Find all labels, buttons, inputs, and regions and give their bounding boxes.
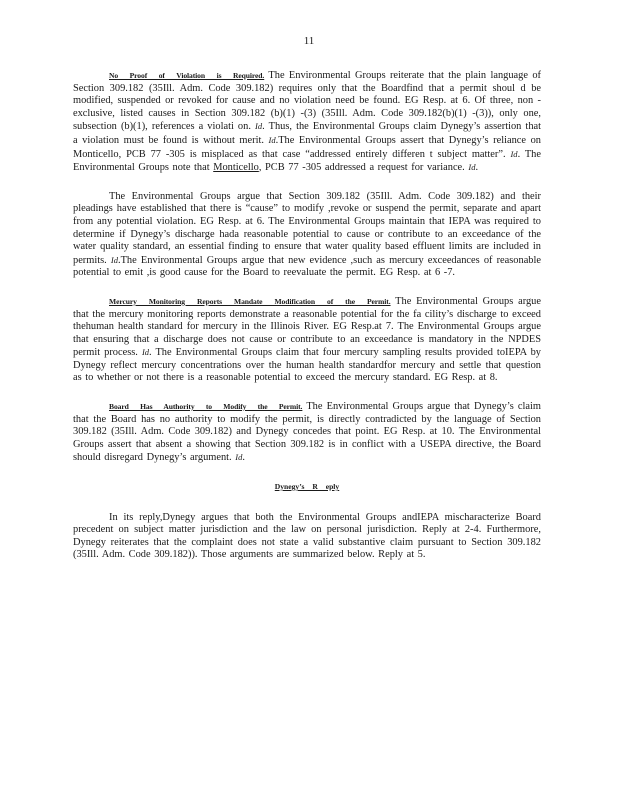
page-number: 11 bbox=[303, 35, 315, 47]
paragraph-mercury bbox=[73, 296, 541, 385]
id-citation: Id bbox=[268, 134, 276, 145]
paragraph-cause bbox=[73, 191, 541, 280]
heading-dynegy-reply: Dynegy’s R eply bbox=[274, 482, 340, 492]
heading-mercury: Mercury Monitoring Reports Mandate Modification of the Permit. bbox=[109, 296, 391, 306]
paragraph-text: The Environmental Groups argue that the mercury monitoring reports demonstrate a reasonable potential for the fa cility’s discharge to exceed thehuman health standard for mercury in the Illinois River. EG Resp.at 7. The Environmental Groups argue that ensuring that a discharge does not cause or contribute to an exceedance is mandatory in the NPDES permit process. bbox=[73, 295, 541, 359]
paragraph-text: The Environmental Groups reiterate that the plain language of Section 309.182 (35Ill. Adm. Code 309.182) requires only that the Boardfind that a permit shoul d be modified, suspended or revoked for cause and no violation need be found. EG Resp. at 6. Of three, non -exclusive, listed causes in Section 309.182 (b)(1) -(3) (35Ill. Adm. Code 309.182(b)(1) -(3)), only one, subsection (b)(1), references a violati on. bbox=[73, 70, 541, 133]
paragraph-text: The Environmental Groups argue that Section 309.182 (35Ill. Adm. Code 309.182) and their pleadings have established that there is “cause” to modify ,revoke or suspend the permit, separate and apart from any potential violation. EG Resp. at 6. The Environmental Groups maintain that IEPA was required to determine if Dynegy’s discharge hada reasonable potential to cause or contribute to an exceedance of the water quality standard, an essential finding to ensure that water quality based effluent limits are included in permits. bbox=[73, 190, 541, 266]
id-citation: Id bbox=[141, 347, 150, 358]
paragraph-text: .The Environmental Groups argue that new evidence ,such as mercury exceedances of reasonable potential to emit ,is good cause for the Board to reevaluate the permit. EG Resp. at 6 -7. bbox=[73, 254, 542, 279]
id-citation: Id bbox=[510, 148, 518, 159]
paragraph-text: The Environmental Groups argue that Dynegy’s claim that the Board has no authority to modify the permit, is directly contradicted by the language of Section 309.182 (35Ill. Adm. Code 309.182) and Dynegy concedes that point. EG Resp. at 10. The Environmental Groups assert that absent a showing that Section 309.182 is in conflict with a USEPA directive, the Board should disregard Dynegy’s argument. bbox=[73, 401, 541, 464]
paragraph-text: , PCB 77 -305 addressed a request for variance. bbox=[258, 162, 465, 174]
paragraph-text: . The Environmental Groups note that bbox=[73, 148, 541, 174]
paragraph-text: . Thus, the Environmental Groups claim Dynegy’s assertion that a violation must be found is without merit. bbox=[73, 121, 542, 146]
paragraph-no-proof bbox=[73, 70, 541, 175]
case-name-underlined: Monticello bbox=[213, 162, 259, 174]
heading-no-proof: No Proof of Violation is Required. bbox=[109, 71, 265, 80]
id-citation: Id bbox=[110, 254, 118, 265]
paragraph-text: .The Environmental Groups assert that Dynegy’s reliance on bbox=[275, 134, 541, 146]
paragraph-authority bbox=[73, 401, 541, 465]
id-citation: Id bbox=[468, 162, 476, 173]
paragraph-text: . The Environmental Groups claim that four mercury sampling results provided toIEPA by Dynegy reflect mercury concentrations over the human health standardfor mercury and settle that question as to whether or not there is a reasonable potential to exceed the mercury standard. EG Resp. at 8. bbox=[73, 347, 541, 384]
case-name: Monticello bbox=[73, 148, 119, 160]
paragraph-text: . bbox=[475, 162, 479, 174]
document-body bbox=[73, 70, 541, 578]
paragraph-text: , PCB 77 -305 is misplaced as that case “addressed entirely differen t subject matter”. bbox=[118, 148, 506, 160]
paragraph-text: . bbox=[242, 452, 245, 464]
id-citation: Id bbox=[235, 452, 243, 463]
id-citation: Id bbox=[255, 121, 263, 132]
paragraph-reply: In its reply,Dynegy argues that both the Environmental Groups andIEPA mischaracterize Board precedent on subject matter jurisdiction and the law on personal jurisdiction. Reply at 2-4. Furthermore, Dynegy reiterates that the complaint does not state a valid substantive claim pursuant to Section 309.182 (35Ill. Adm. Code 309.182)). Those arguments are summarized below. Reply at 5. bbox=[73, 511, 541, 561]
heading-authority: Board Has Authority to Modify the Permit. bbox=[109, 402, 303, 412]
